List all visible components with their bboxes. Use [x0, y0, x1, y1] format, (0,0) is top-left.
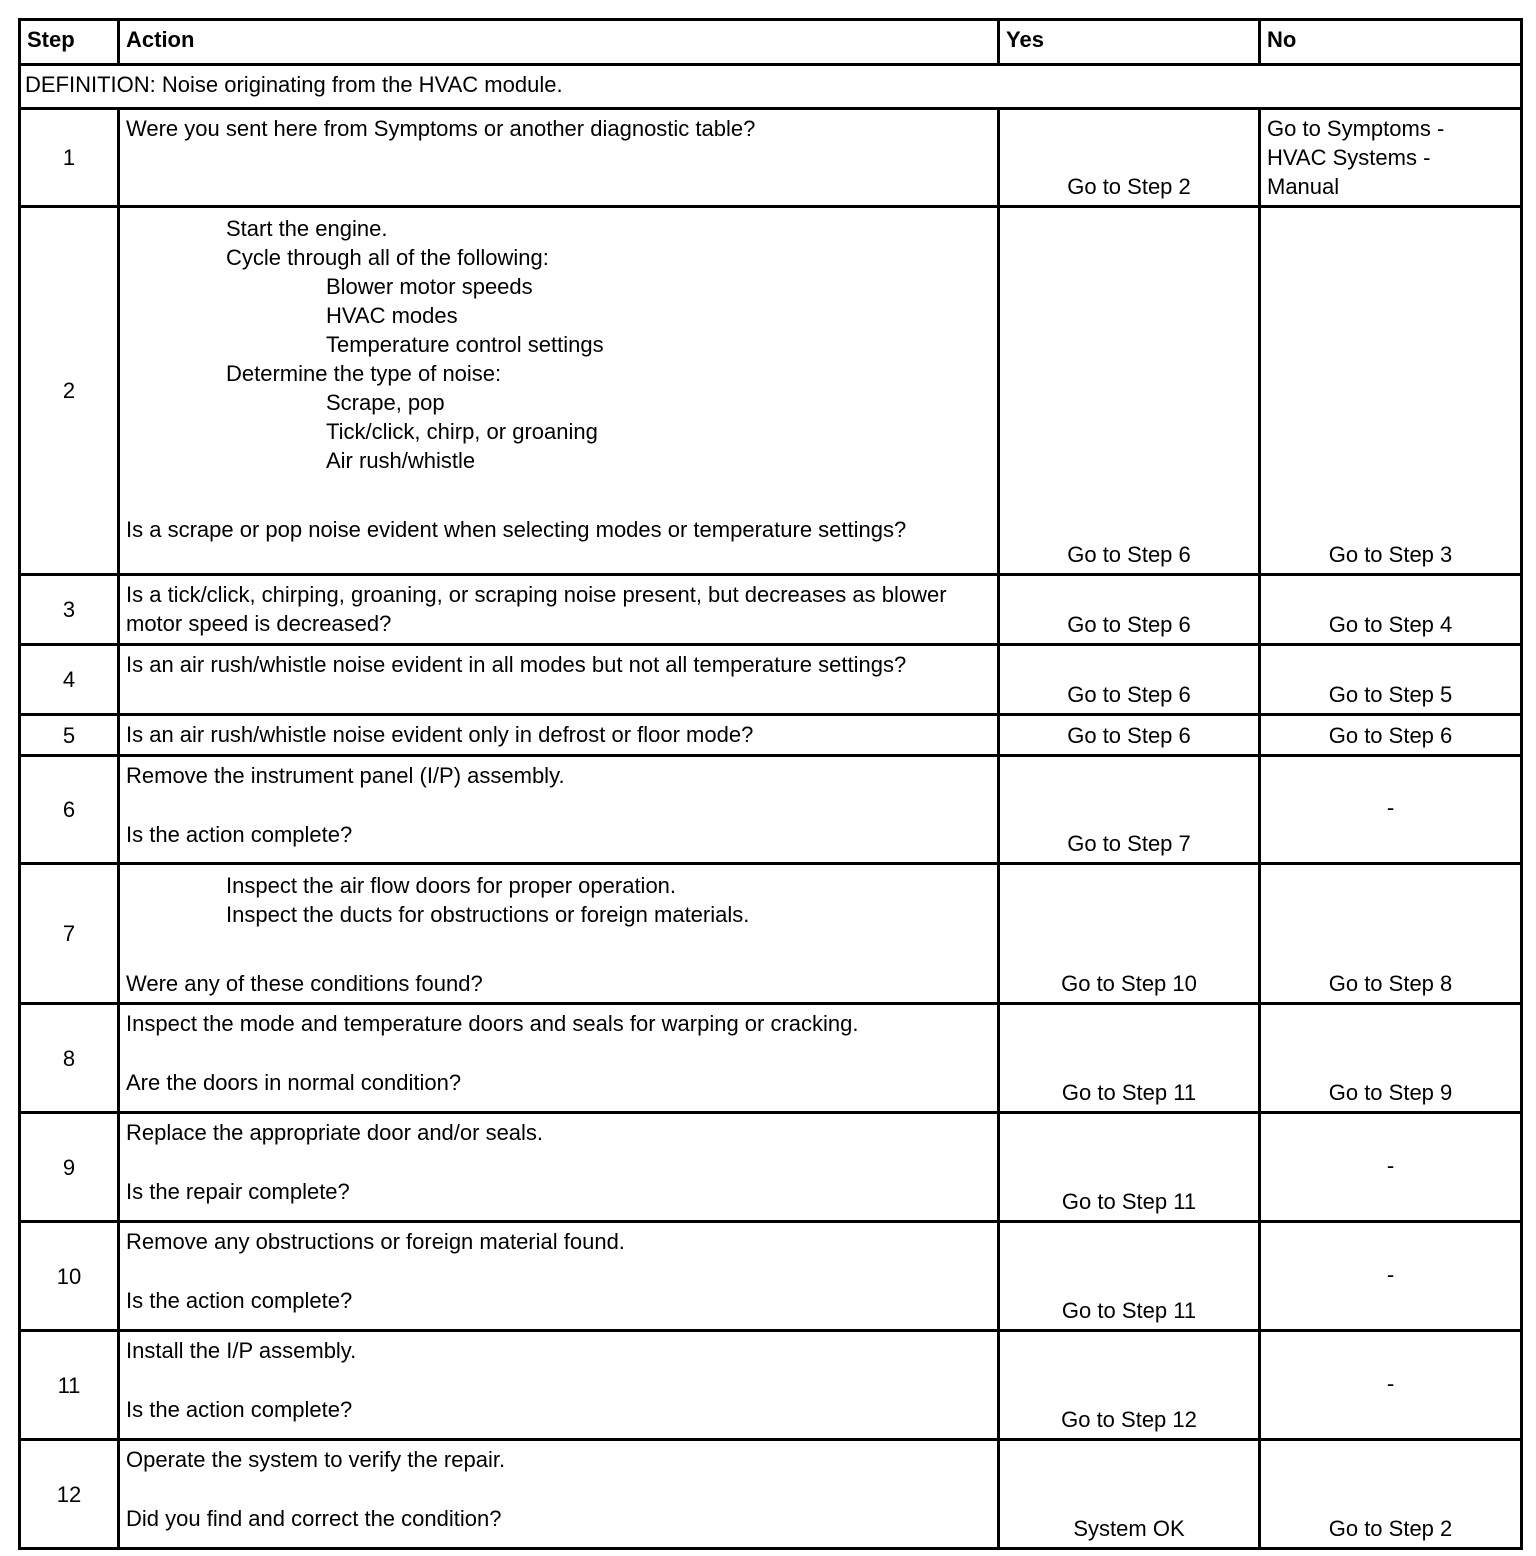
action-instruction: Replace the appropriate door and/or seals.: [126, 1120, 544, 1145]
yes-cell: Go to Step 11: [999, 1004, 1260, 1113]
action-instruction: Install the I/P assembly.: [126, 1338, 357, 1363]
action-question: Is the action complete?: [126, 1397, 353, 1422]
action-instruction: Inspect the mode and temperature doors and seals for warping or cracking.: [126, 1011, 859, 1036]
list-item: Scrape, pop: [326, 390, 445, 415]
spacer: [126, 929, 991, 969]
action-cell: [119, 1222, 999, 1331]
step-number: 2: [20, 207, 119, 575]
action-instruction: Operate the system to verify the repair.: [126, 1447, 506, 1472]
action-cell: [119, 1331, 999, 1440]
yes-cell: Go to Step 7: [999, 756, 1260, 864]
definition-text: DEFINITION: Noise originating from the HVAC module.: [20, 65, 1522, 109]
yes-cell: Go to Step 10: [999, 864, 1260, 1004]
list-item: Inspect the ducts for obstructions or foreign materials.: [226, 902, 750, 927]
yes-cell: Go to Step 6: [999, 715, 1260, 756]
list-item: Start the engine.: [226, 216, 388, 241]
spacer: [126, 1147, 991, 1177]
list-item: Cycle through all of the following:: [226, 245, 549, 270]
action-cell: [119, 715, 999, 756]
action-question: Is a tick/click, chirping, groaning, or scraping noise present, but decreases as blower motor speed is decreased?: [126, 582, 947, 636]
no-cell: Go to Step 5: [1260, 645, 1522, 715]
action-cell: [119, 575, 999, 645]
header-no: No: [1260, 20, 1522, 65]
step-number: 9: [20, 1113, 119, 1222]
step-number: 10: [20, 1222, 119, 1331]
list-item: Temperature control settings: [326, 332, 604, 357]
table-row: [20, 756, 1522, 864]
action-question: Are the doors in normal condition?: [126, 1070, 462, 1095]
action-question: Is an air rush/whistle noise evident in all modes but not all temperature settings?: [126, 652, 907, 677]
action-question: Is the repair complete?: [126, 1179, 350, 1204]
action-instruction: Remove any obstructions or foreign material found.: [126, 1229, 625, 1254]
step-number: 4: [20, 645, 119, 715]
action-question: Were any of these conditions found?: [126, 971, 483, 996]
no-cell: Go to Step 4: [1260, 575, 1522, 645]
action-cell: [119, 1004, 999, 1113]
no-cell: -: [1260, 756, 1522, 864]
action-cell: [119, 207, 999, 575]
table-row: [20, 109, 1522, 207]
action-question: Is the action complete?: [126, 1288, 353, 1313]
table-row: [20, 207, 1522, 575]
table-row: [20, 1440, 1522, 1549]
yes-cell: Go to Step 2: [999, 109, 1260, 207]
action-cell: [119, 1113, 999, 1222]
spacer: [126, 1474, 991, 1504]
action-question: Did you find and correct the condition?: [126, 1506, 502, 1531]
spacer: [126, 1365, 991, 1395]
header-yes: Yes: [999, 20, 1260, 65]
header-action: Action: [119, 20, 999, 65]
action-question: Is a scrape or pop noise evident when selecting modes or temperature settings?: [126, 517, 907, 542]
yes-cell: Go to Step 6: [999, 645, 1260, 715]
list-item: Inspect the air flow doors for proper operation.: [226, 873, 677, 898]
table-row: [20, 645, 1522, 715]
table-row: [20, 575, 1522, 645]
table-row: [20, 1222, 1522, 1331]
diagnostic-table: [18, 18, 1523, 1550]
action-question: Is the action complete?: [126, 822, 353, 847]
no-cell: Go to Step 9: [1260, 1004, 1522, 1113]
no-cell: Go to Step 8: [1260, 864, 1522, 1004]
step-number: 8: [20, 1004, 119, 1113]
no-text: Go to Symptoms - HVAC Systems - Manual: [1267, 116, 1445, 199]
table-row: [20, 864, 1522, 1004]
definition-row: [20, 65, 1522, 109]
list-item: Blower motor speeds: [326, 274, 533, 299]
list-item: Tick/click, chirp, or groaning: [326, 419, 598, 444]
header-step: Step: [20, 20, 119, 65]
no-cell: [1260, 109, 1522, 207]
no-cell: Go to Step 3: [1260, 207, 1522, 575]
action-cell: [119, 1440, 999, 1549]
spacer: [126, 1256, 991, 1286]
step-number: 6: [20, 756, 119, 864]
step-number: 3: [20, 575, 119, 645]
action-cell: [119, 756, 999, 864]
list-item: HVAC modes: [326, 303, 458, 328]
table-row: [20, 1113, 1522, 1222]
yes-cell: Go to Step 11: [999, 1222, 1260, 1331]
list-item: Air rush/whistle: [326, 448, 476, 473]
table-row: [20, 1004, 1522, 1113]
step-number: 7: [20, 864, 119, 1004]
spacer: [126, 790, 991, 820]
header-row: [20, 20, 1522, 65]
yes-cell: Go to Step 6: [999, 575, 1260, 645]
step-number: 12: [20, 1440, 119, 1549]
yes-cell: Go to Step 12: [999, 1331, 1260, 1440]
spacer: [126, 1038, 991, 1068]
action-instruction: Remove the instrument panel (I/P) assembly.: [126, 763, 565, 788]
no-cell: -: [1260, 1113, 1522, 1222]
action-question: Were you sent here from Symptoms or another diagnostic table?: [126, 116, 756, 141]
action-cell: [119, 864, 999, 1004]
step-number: 11: [20, 1331, 119, 1440]
step-number: 1: [20, 109, 119, 207]
yes-cell: Go to Step 11: [999, 1113, 1260, 1222]
step-number: 5: [20, 715, 119, 756]
no-cell: -: [1260, 1222, 1522, 1331]
action-cell: [119, 109, 999, 207]
spacer: [126, 475, 991, 515]
yes-cell: Go to Step 6: [999, 207, 1260, 575]
yes-cell: System OK: [999, 1440, 1260, 1549]
no-cell: -: [1260, 1331, 1522, 1440]
no-cell: Go to Step 2: [1260, 1440, 1522, 1549]
no-cell: Go to Step 6: [1260, 715, 1522, 756]
list-item: Determine the type of noise:: [226, 361, 502, 386]
table-row: [20, 715, 1522, 756]
action-cell: [119, 645, 999, 715]
table-row: [20, 1331, 1522, 1440]
action-question: Is an air rush/whistle noise evident only in defrost or floor mode?: [126, 722, 754, 747]
